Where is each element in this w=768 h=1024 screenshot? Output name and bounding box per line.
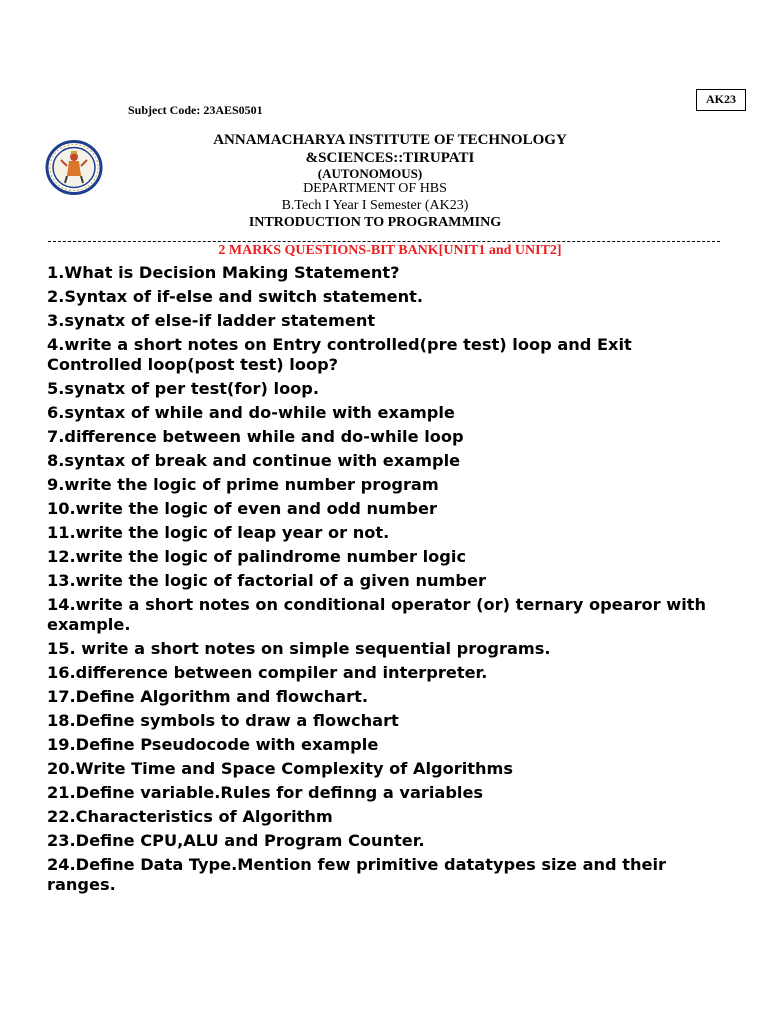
institute-name-line2: &SCIENCES::TIRUPATI [305,150,475,166]
question-item: 4.write a short notes on Entry controlled(pre test) loop and Exit Controlled loop(post test) loop? [47,335,632,374]
question-item: 21.Define variable.Rules for definng a variables [47,783,484,802]
question-item: 5.synatx of per test(for) loop. [47,379,320,398]
subject-code: Subject Code: 23AES0501 [128,103,263,117]
question-item: 18.Define symbols to draw a flowchart [47,711,399,730]
course-title: INTRODUCTION TO PROGRAMMING [248,215,502,230]
question-item: 3.synatx of else-if ladder statement [47,311,376,330]
question-item: 16.difference between compiler and interpreter. [47,663,488,682]
question-list [47,263,707,899]
question-item: 15. write a short notes on simple sequential programs. [47,639,551,658]
regulation-badge: AK23 [696,89,746,111]
question-item: 10.write the logic of even and odd number [47,499,437,518]
program-semester: B.Tech I Year I Semester (AK23) [281,198,469,213]
question-item: 2.Syntax of if-else and switch statement. [47,287,424,306]
institute-logo-icon [45,140,103,195]
question-item: 17.Define Algorithm and flowchart. [47,687,368,706]
question-item: 14.write a short notes on conditional operator (or) ternary opearor with example. [47,595,707,634]
autonomous-label: (AUTONOMOUS) [317,166,423,181]
question-item: 8.syntax of break and continue with example [47,451,461,470]
question-item: 23.Define CPU,ALU and Program Counter. [47,831,425,850]
question-item: 19.Define Pseudocode with example [47,735,379,754]
question-item: 24.Define Data Type.Mention few primitive datatypes size and their ranges. [47,855,667,894]
question-item: 22.Characteristics of Algorithm [47,807,333,826]
dashed-divider [48,241,720,242]
question-item: 7.difference between while and do-while loop [47,427,464,446]
department-name: DEPARTMENT OF HBS [303,181,447,196]
institute-name-line1: ANNAMACHARYA INSTITUTE OF TECHNOLOGY [213,132,567,148]
question-item: 12.write the logic of palindrome number logic [47,547,467,566]
question-item: 20.Write Time and Space Complexity of Algorithms [47,759,514,778]
question-item: 13.write the logic of factorial of a given number [47,571,486,590]
question-item: 6.syntax of while and do-while with example [47,403,455,422]
question-item: 9.write the logic of prime number program [47,475,439,494]
section-title: 2 MARKS QUESTIONS-BIT BANK[UNIT1 and UNIT2] [218,243,562,258]
question-item: 11.write the logic of leap year or not. [47,523,390,542]
question-item: 1.What is Decision Making Statement? [47,263,400,282]
